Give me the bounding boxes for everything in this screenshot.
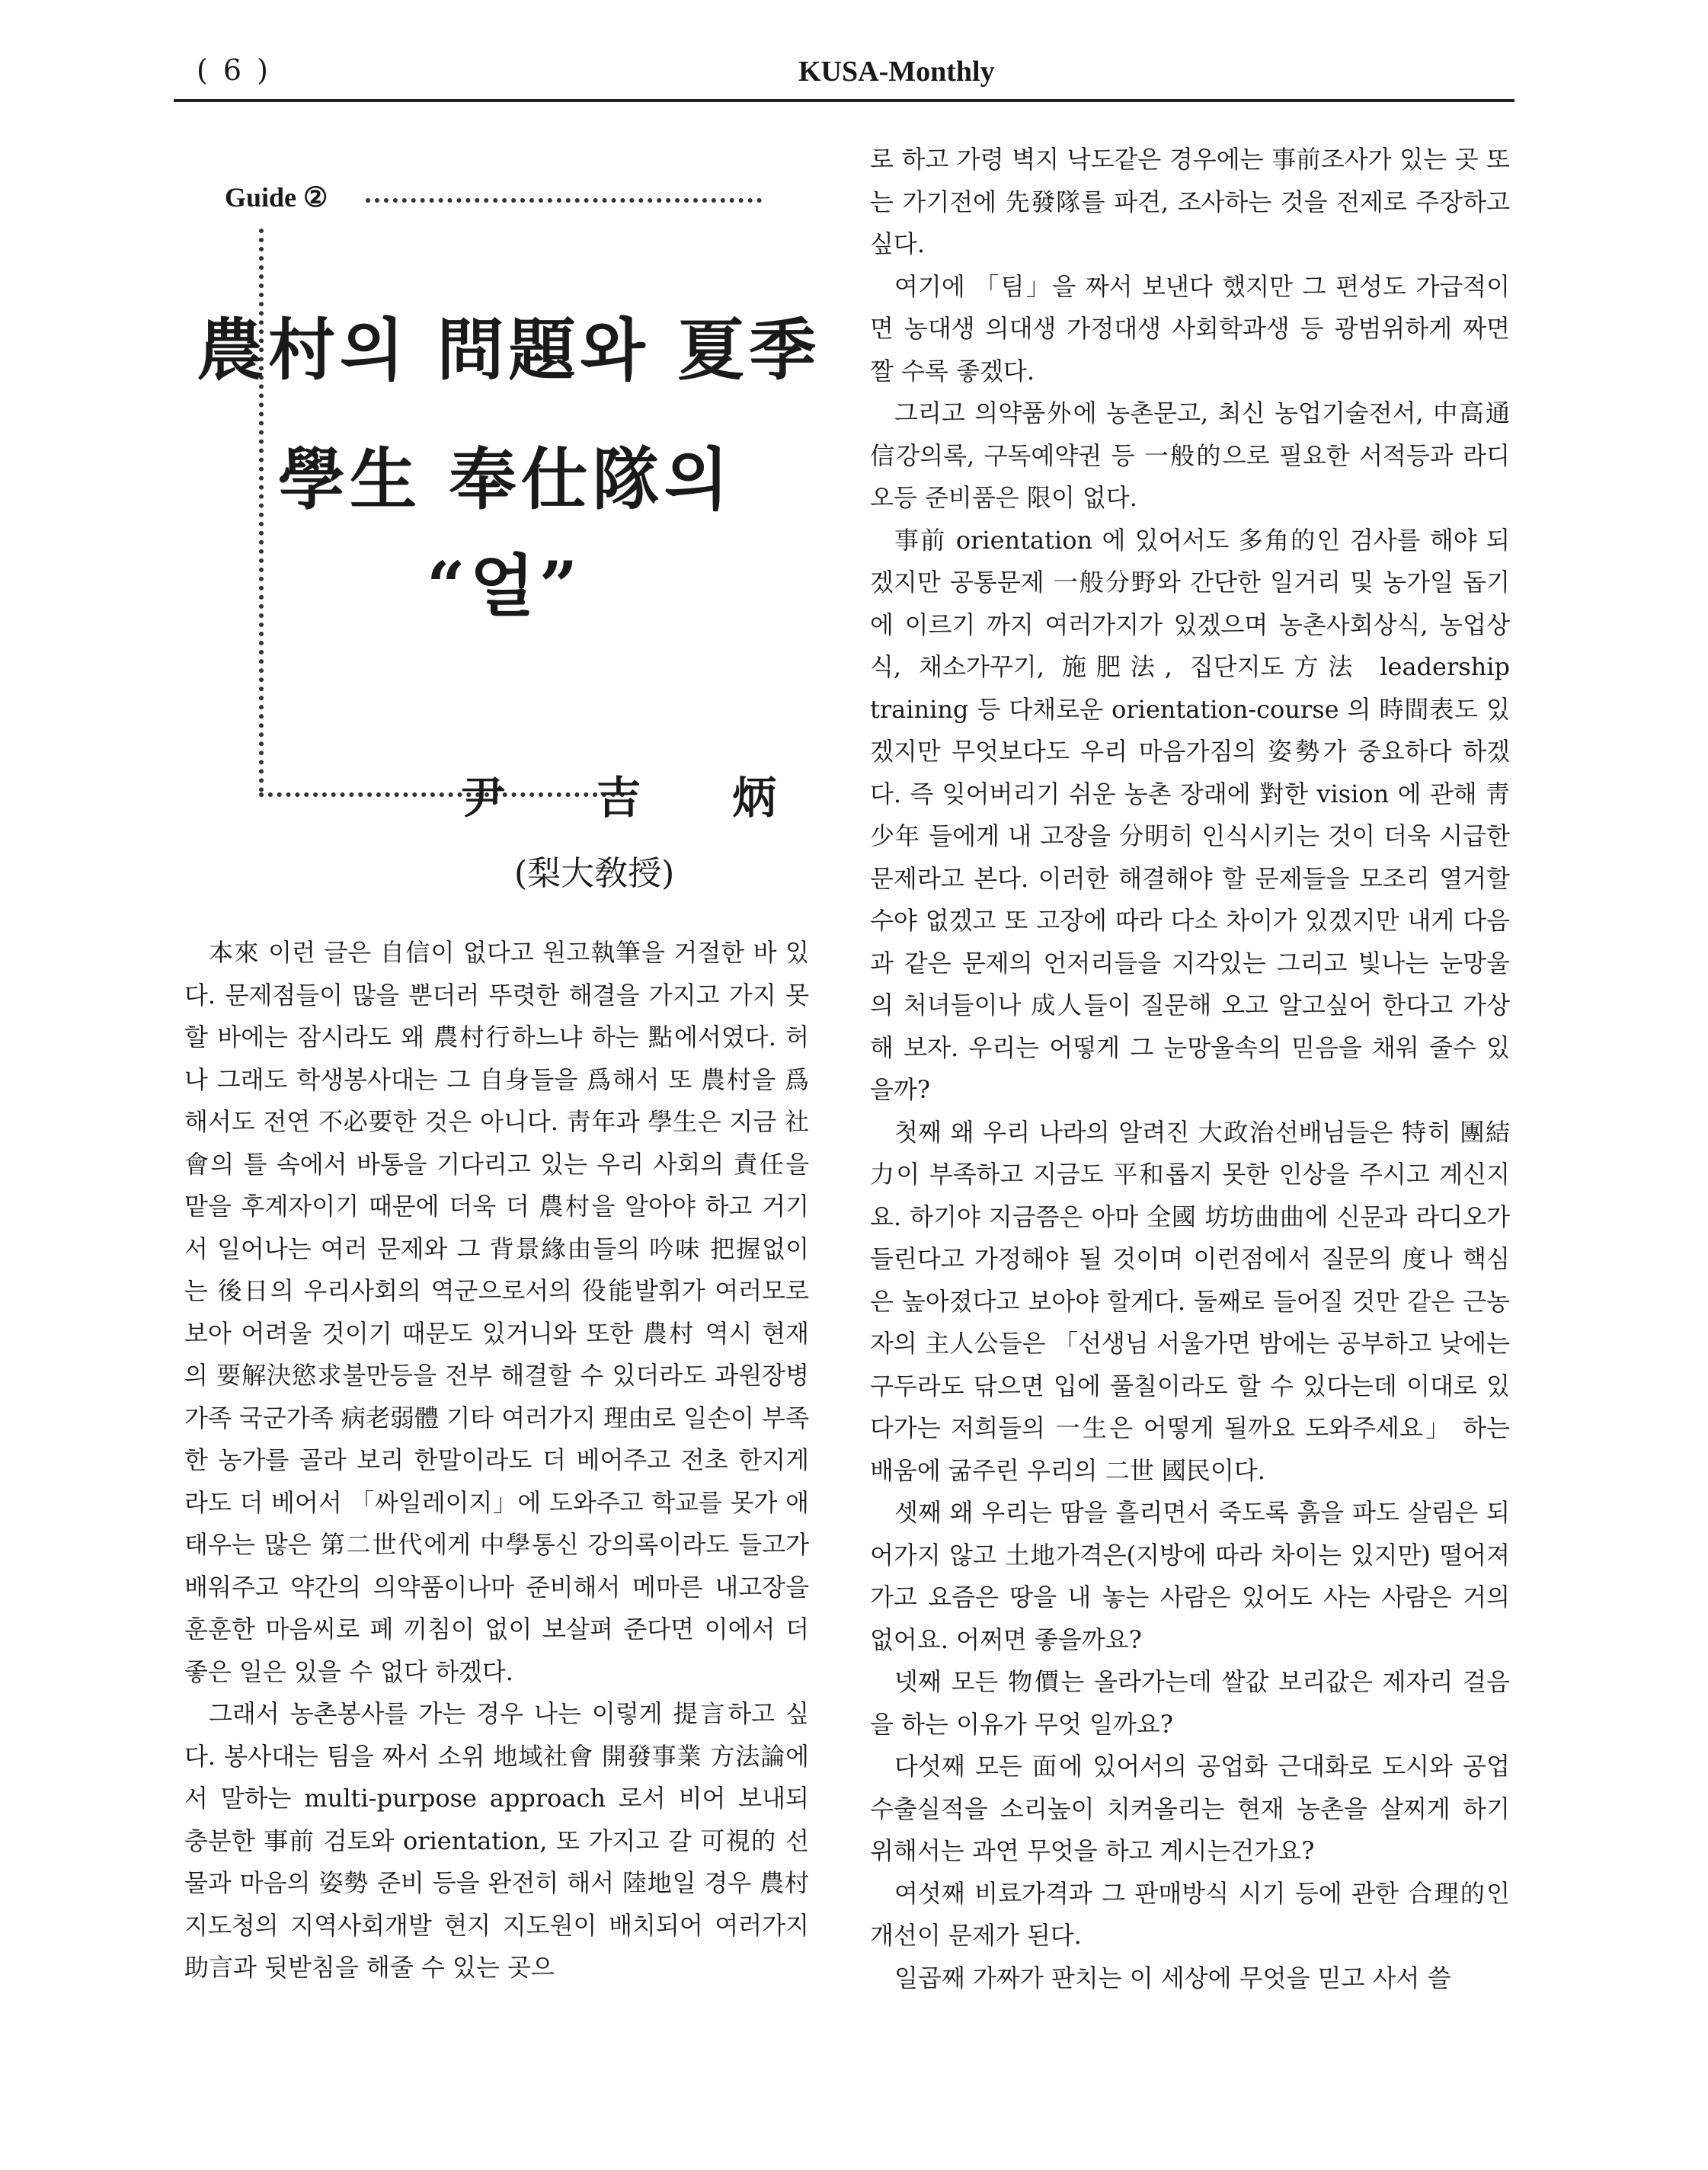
author-affiliation: (梨大敎授) xyxy=(514,854,675,893)
paragraph: 셋째 왜 우리는 땀을 흘리면서 죽도록 흙을 파도 살림은 되어가지 않고 土地가격은(지방에 따라 차이는 있지만) 떨어져 가고 요즘은 땅을 내 놓는 사람은 있어도 사는 사람은 거의 없어요. 어쩌면 좋을까요? xyxy=(870,1498,1510,1654)
article-title-line-2: 學生 奉仕隊의 xyxy=(278,440,734,519)
title-block xyxy=(190,168,868,899)
right-column xyxy=(870,139,1510,1999)
guide-label: Guide ② xyxy=(225,182,328,213)
paragraph: 여기에 「팀」을 짜서 보낸다 했지만 그 편성도 가급적이면 농대생 의대생 가정대생 사회학과생 등 광범위하게 짜면 짤 수록 좋겠다. xyxy=(870,271,1510,386)
left-column xyxy=(184,932,809,1989)
paragraph: 로 하고 가령 벽지 낙도같은 경우에는 事前조사가 있는 곳 또는 가기전에 先發隊를 파견, 조사하는 것을 전제로 주장하고 싶다. xyxy=(870,145,1510,258)
header-rule xyxy=(174,99,1514,102)
paragraph: 다섯째 모든 面에 있어서의 공업화 근대화로 도시와 공업수출실적을 소리높이 치켜올리는 현재 농촌을 살찌게 하기 위해서는 과연 무엇을 하고 계시는건가요? xyxy=(870,1752,1510,1865)
paragraph: 넷째 모든 物價는 올라가는데 쌀값 보리값은 제자리 걸음을 하는 이유가 무엇 일까요? xyxy=(870,1667,1510,1739)
page-header xyxy=(174,46,1514,99)
article-title-line-1: 農村의 問題와 夏季 xyxy=(197,310,821,389)
paragraph: 첫째 왜 우리 나라의 알려진 大政治선배님들은 特히 團結力이 부족하고 지금도 平和롭지 못한 인상을 주시고 계신지요. 하기야 지금쯤은 아마 全國 坊坊曲曲에 신문과 라디오가 들린다고 가정해야 될 것이며 이런점에서 질문의 度나 핵심은 높아졌다고 보아야 할게다. 둘째로 들어질 것만 같은 근농자의 主人公들은 「선생님 서울가면 밤에는 공부하고 낮에는 구두라도 닦으면 입에 풀칠이라도 할 수 있다는데 이대로 있다가는 저희들의 一生은 어떻게 될까요 도와주세요」 하는 배움에 굶주린 우리의 二世 國民이다. xyxy=(870,1117,1510,1485)
article-title-line-3: “얼” xyxy=(427,546,583,626)
paragraph: 그리고 의약품外에 농촌문고, 최신 농업기술전서, 中高通信강의록, 구독예약권 등 一般的으로 필요한 서적등과 라디오등 준비품은 限이 없다. xyxy=(870,398,1510,512)
journal-title: KUSA-Monthly xyxy=(798,56,995,88)
dotted-rule-top xyxy=(366,198,762,203)
paragraph: 일곱째 가짜가 판치는 이 세상에 무엇을 믿고 사서 쓸 xyxy=(894,1963,1451,1992)
paragraph: 本來 이런 글은 自信이 없다고 원고執筆을 거절한 바 있다. 문제점들이 많을 뿐더러 뚜렷한 해결을 가지고 가지 못할 바에는 잠시라도 왜 農村行하느냐 하는 點에서였다. 허나 그래도 학생봉사대는 그 自身들을 爲해서 또 農村을 爲해서도 전연 不必要한 것은 아니다. 靑年과 學生은 지금 社會의 틀 속에서 바통을 기다리고 있는 우리 사회의 責任을 맡을 후계자이기 때문에 더욱 더 農村을 알아야 하고 거기서 일어나는 여러 문제와 그 背景緣由들의 吟味 把握없이는 後日의 우리사회의 역군으로서의 役能발휘가 여러모로 보아 어려울 것이기 때문도 있거니와 또한 農村 역시 현재의 要解決慾求불만등을 전부 해결할 수 있더라도 과원장병가족 국군가족 病老弱體 기타 여러가지 理由로 일손이 부족한 농가를 골라 보리 한말이라도 더 베어주고 전초 한지게라도 더 베어서 「싸일레이지」에 도와주고 학교를 못가 애태우는 많은 第二世代에게 中學통신 강의록이라도 들고가 배워주고 약간의 의약품이나마 준비해서 메마른 내고장을 훈훈한 마음씨로 폐 끼침이 없이 보살펴 준다면 이에서 더 좋은 일은 있을 수 없다 하겠다. xyxy=(184,938,809,1686)
author-name: 尹吉炳 xyxy=(461,772,868,824)
paragraph: 그래서 농촌봉사를 가는 경우 나는 이렇게 提言하고 싶다. 봉사대는 팀을 짜서 소위 地域社會 開發事業 方法論에서 말하는 multi-purpose approach 로서 비어 보내되 충분한 事前 검토와 orientation, 또 가지고 갈 可視的 선물과 마음의 姿勢 준비 등을 완전히 해서 陸地일 경우 農村지도청의 지역사회개발 현지 지도원이 배치되어 여러가지 助言과 뒷받침을 해줄 수 있는 곳으 xyxy=(184,1699,809,1982)
paragraph: 여섯째 비료가격과 그 판매방식 시기 등에 관한 合理的인 개선이 문제가 된다. xyxy=(870,1878,1510,1950)
paragraph: 事前 orientation 에 있어서도 多角的인 검사를 해야 되겠지만 공통문제 一般分野와 간단한 일거리 및 농가일 돕기에 이르기 까지 여러가지가 있겠으며 농촌사회상식, 농업상식, 채소가꾸기, 施肥法, 집단지도方法 leadership training 등 다채로운 orientation-course 의 時間表도 있겠지만 무엇보다도 우리 마음가짐의 姿勢가 중요하다 하겠다. 즉 잊어버리기 쉬운 농촌 장래에 對한 vision 에 관해 靑少年 들에게 내 고장을 分明히 인식시키는 것이 더욱 시급한 문제라고 본다. 이러한 해결해야 할 문제들을 모조리 열거할 수야 없겠고 또 고장에 따라 다소 차이가 있겠지만 내게 다음과 같은 문제의 언저리들을 지각있는 그리고 빛나는 눈망울의 처녀들이나 成人들이 질문해 오고 알고싶어 한다고 가상해 보자. 우리는 어떻게 그 눈망울속의 믿음을 채워 줄수 있을까? xyxy=(870,525,1510,1104)
page-number: ( 6 ) xyxy=(197,53,271,87)
